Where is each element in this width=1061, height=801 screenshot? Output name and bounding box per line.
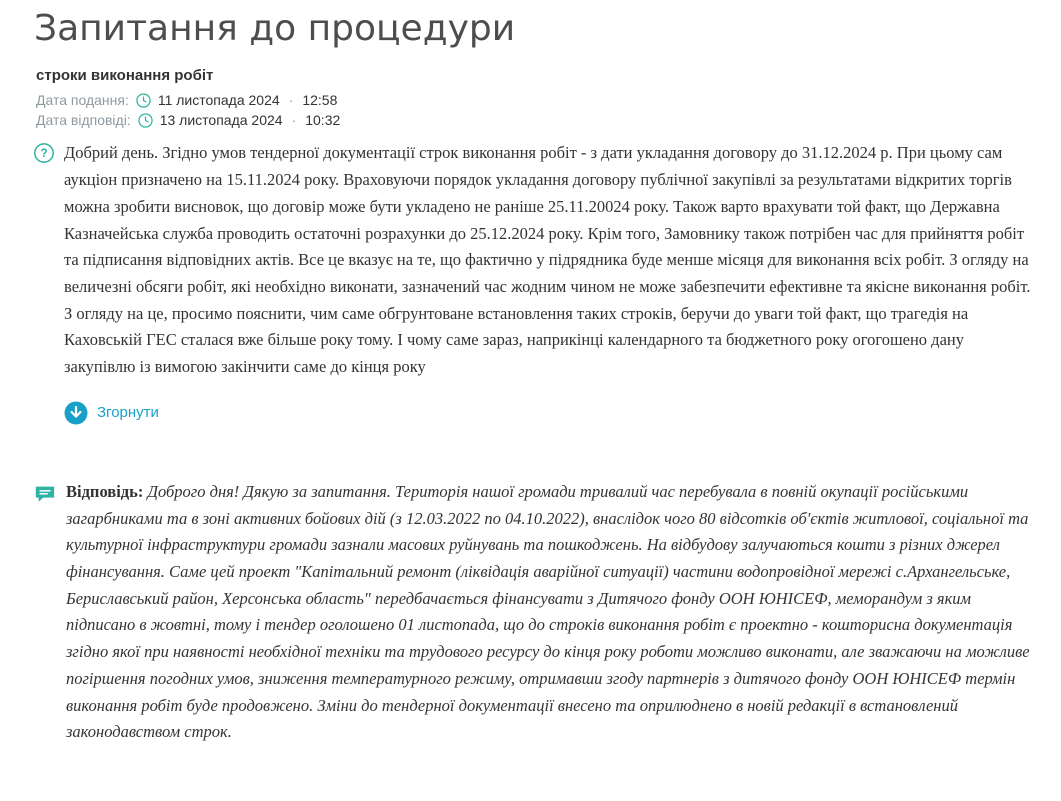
page-title: Запитання до процедури [34,8,516,49]
submitted-time-value: 12:58 [302,92,338,109]
answer-text: Доброго дня! Дякую за запитання. Територія нашої громади тривалий час перебувала в повній окупації російськими загарбниками та в зоні активних бойових дій (з 12.03.2022 по 04.10.2022), внаслідок чого 80 відсотків об'єктів житлової, соціальної та культурної інфраструктури громади зазнали масових руйнувань та пошкоджень. На відбудову залучаються кошти з різних джерел фінансування. Саме цей проект "Капітальний ремонт (ліквідація аварійної ситуації) частини водопровідної мережі с.Архангельське, Бериславський район, Херсонська область" передбачається фінансувати з Дитячого фонду ООН ЮНІСЕФ, меморандум з яким підписано в жовтні, тому і тендер оголошено 01 листопада, що до строків виконання робіт є проектно - кошторисна документація згідно якої при наявності необхідної техніки та трудового ресурсу до кінця року роботи можливо виконати, але зважаючи на можливе погіршення погодних умов, зниження температурного режиму, отримавши згоду партнерів з дитячого фонду ООН ЮНІСЕФ термін виконання робіт буде продовжено. Зміни до тендерної документації внесено та оприлюднено в новій редакції в встановлений законодавством строк. [66,481,1030,742]
question-mark-icon [34,143,54,163]
svg-text:?: ? [40,147,48,161]
clock-icon [136,93,151,108]
chat-bubble-icon [34,483,56,505]
answered-time-value: 10:32 [305,112,341,129]
arrow-down-circle-icon[interactable] [64,401,88,425]
submitted-date-separator: · [288,92,294,109]
answered-date-row [34,112,1037,128]
question-subject: строки виконання робіт [36,67,214,85]
question-card [34,67,1037,746]
submitted-date-label: Дата подання: [36,92,129,109]
question-body [34,140,1037,380]
answer-body [34,479,1037,746]
answer-text-wrapper [66,479,1037,746]
answered-date-separator: · [291,112,297,129]
collapse-label[interactable]: Згорнути [97,404,159,422]
answer-label: Відповідь: [66,481,148,501]
collapse-toggle[interactable] [64,401,159,425]
answered-date-value: 13 листопада 2024 [159,112,283,129]
submitted-date-value: 11 листопада 2024 [157,92,280,109]
answered-date-label: Дата відповіді: [36,112,131,129]
question-text: Добрий день. Згідно умов тендерної документації строк виконання робіт - з дати укладання договору до 31.12.2024 р. При цьому сам аукціон призначено на 15.11.2024 року. Враховуючи порядок укладання договору публічної закупівлі за результатами відкритих торгів можна зробити висновок, що договір може бути укладено не раніше 25.11.20024 року. Також варто врахувати той факт, що Державна Казначейська служба проводить остаточні розрахунки до 25.12.2024 року. Крім того, Замовнику також потрібен час для прийняття робіт та підписання відповідних актів. Все це вказує на те, що фактично у підрядника буде менше місяця для виконання всіх робіт. З огляду на величезні обсяги робіт, які необхідно виконати, зазначений час жодним чином не може забезпечити ефективне та якісне виконання робіт. З огляду на це, просимо пояснити, чим саме обгрунтоване встановлення таких строків, беручи до уваги той факт, що трагедія на Каховській ГЕС сталася вже більше року тому. І чому саме зараз, наприкінці календарного та бюджетного року огогошено дану закупівлю із вимогою закінчити саме до кінця року [64,143,1031,377]
submitted-date-row [34,92,1037,108]
clock-icon [138,113,153,128]
